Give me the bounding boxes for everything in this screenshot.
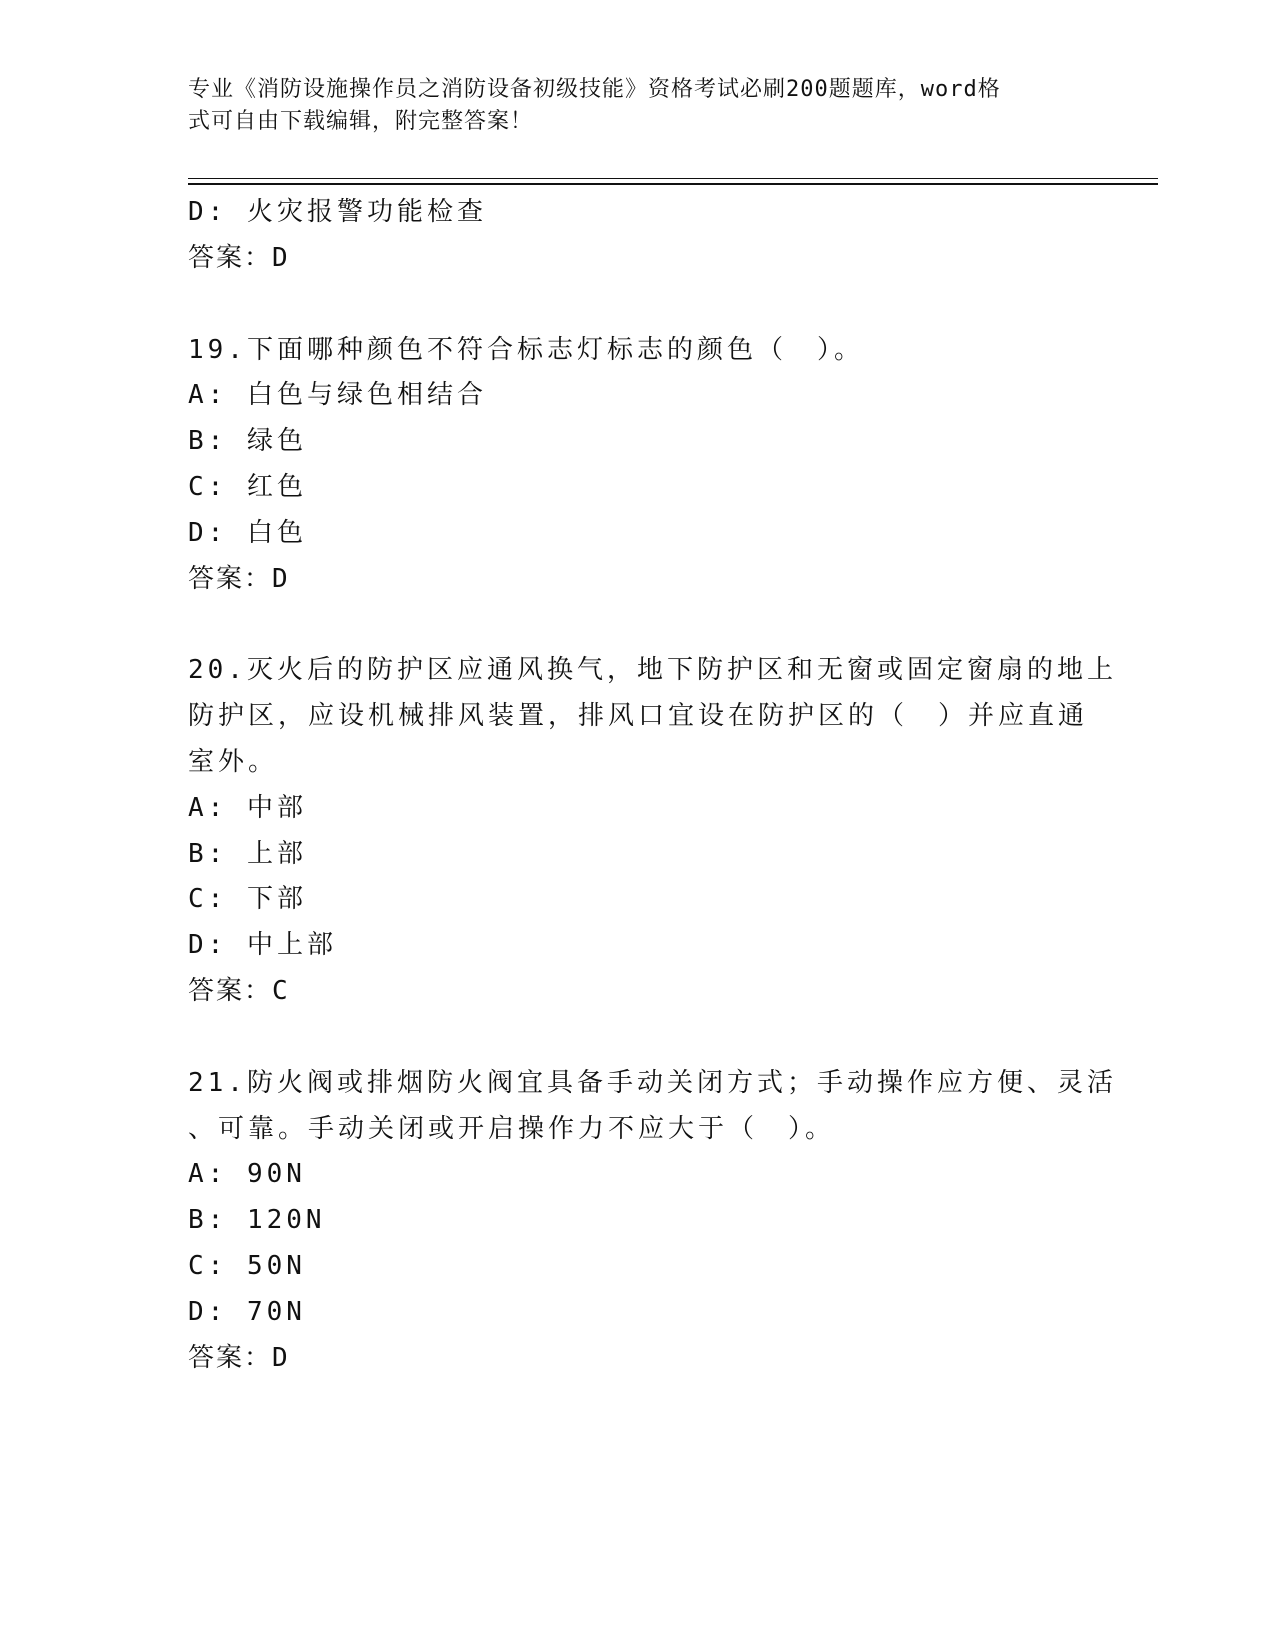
question-text-line-3: 室外。 bbox=[188, 746, 279, 777]
option-d: D: 70N bbox=[188, 1296, 306, 1327]
option-a: A: 中部 bbox=[188, 792, 307, 823]
question-text-line-1: 20.灭火后的防护区应通风换气，地下防护区和无窗或固定窗扇的地上 bbox=[188, 655, 1117, 686]
spacer bbox=[188, 282, 1088, 328]
document-header bbox=[188, 74, 1068, 138]
header-divider-thick bbox=[188, 183, 1158, 185]
question-text-line-2: 防护区，应设机械排风装置，排风口宜设在防护区的（ ）并应直通 bbox=[188, 701, 1089, 732]
option-a: A: 90N bbox=[188, 1159, 306, 1190]
question-20 bbox=[188, 648, 1117, 1014]
header-line-2: 式可自由下载编辑，附完整答案！ bbox=[188, 109, 534, 134]
option-c: C: 下部 bbox=[188, 884, 307, 915]
question-text-line-1: 21.防火阀或排烟防火阀宜具备手动关闭方式；手动操作应方便、灵活 bbox=[188, 1067, 1117, 1098]
answer: 答案：D bbox=[188, 1342, 290, 1373]
answer: 答案：D bbox=[188, 563, 290, 594]
question-text-line-2: 、可靠。手动关闭或开启操作力不应大于（ ）。 bbox=[188, 1113, 836, 1144]
option-d: D: 白色 bbox=[188, 517, 307, 548]
prev-answer: 答案：D bbox=[188, 242, 290, 273]
option-d: D: 中上部 bbox=[188, 930, 337, 961]
answer: 答案：C bbox=[188, 975, 290, 1006]
question-text: 19.下面哪种颜色不符合标志灯标志的颜色（ ）。 bbox=[188, 334, 864, 365]
option-c: C: 50N bbox=[188, 1250, 306, 1281]
header-line-1: 专业《消防设施操作员之消防设备初级技能》资格考试必刷200题题库，word格 bbox=[188, 77, 1001, 102]
header-divider-thin bbox=[188, 178, 1158, 179]
option-a: A: 白色与绿色相结合 bbox=[188, 380, 487, 411]
spacer bbox=[188, 602, 1088, 648]
option-b: B: 绿色 bbox=[188, 426, 307, 457]
option-b: B: 120N bbox=[188, 1205, 326, 1236]
question-19 bbox=[188, 328, 1088, 603]
option-b: B: 上部 bbox=[188, 838, 307, 869]
document-body bbox=[188, 190, 1117, 1381]
spacer bbox=[188, 1015, 1088, 1061]
option-c: C: 红色 bbox=[188, 471, 307, 502]
question-21 bbox=[188, 1061, 1117, 1382]
prev-option-d: D: 火灾报警功能检查 bbox=[188, 197, 487, 227]
